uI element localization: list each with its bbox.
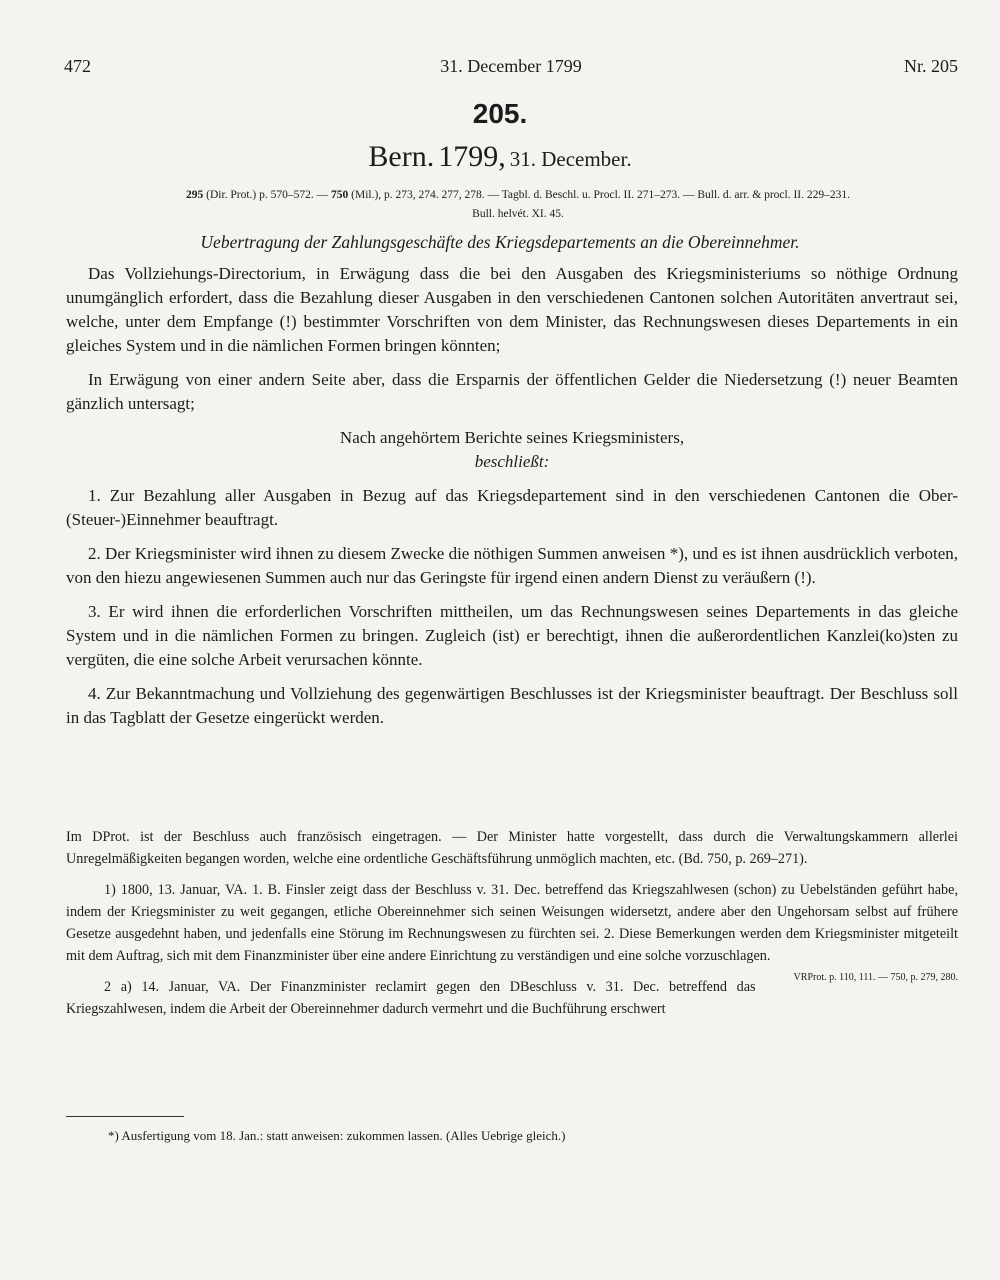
article-2: 2. Der Kriegsminister wird ihnen zu diesem Zwecke die nöthigen Summen anweisen *), und es ist ihnen ausdrücklich verboten, von den hiezu angewiesenen Summen auch nur das Geringste für irgend einen andern Dienst zu veräußern (!). bbox=[66, 544, 958, 587]
paragraph-report: Nach angehörtem Berichte seines Kriegsministers, bbox=[339, 428, 685, 447]
paragraph-decides: beschließt: bbox=[474, 452, 550, 471]
document-number: 205. bbox=[472, 98, 528, 129]
ref-number-1: 295 bbox=[185, 189, 204, 201]
paragraph-preamble-1: Das Vollziehungs-Directorium, in Erwägung dass die bei den Ausgaben des Kriegsministeriums so nöthige Ordnung unumgänglich erfordert, dass die Bezahlung dieser Ausgaben in den verschiedenen Cantonen solchen Autoritäten anvertraut sei, welche, unter dem Empfange (!) bestimmter Vorschriften von dem Minister, das Rechnungswesen dieses Departements in ein gleiches System und in die nämlichen Formen bringen könnten; bbox=[66, 264, 958, 355]
document-body bbox=[66, 262, 958, 730]
document-subject: Uebertragung der Zahlungsgeschäfte des Kriegsdepartements an die Obereinnehmer. bbox=[200, 232, 800, 252]
note-3: 2 a) 14. Januar, VA. Der Finanzminister reclamirt gegen den DBeschluss v. 31. Dec. betreffend das Kriegszahlwesen, indem die Arbeit der Obereinnehmer dadurch vermehrt und die Buchführung erschwert bbox=[66, 979, 756, 1017]
document-place-date bbox=[0, 140, 1000, 174]
note-2 bbox=[66, 879, 958, 983]
day: 31. December. bbox=[509, 147, 632, 171]
reference-line-2: Bull. helvét. XI. 45. bbox=[472, 208, 564, 220]
article-4: 4. Zur Bekanntmachung und Vollziehung des gegenwärtigen Beschlusses ist der Kriegsminister beauftragt. Der Beschluss soll in das Tagblatt der Gesetze eingerückt werden. bbox=[66, 684, 958, 727]
source-references bbox=[88, 186, 948, 224]
note-2-reference: VRProt. p. 110, 111. — 750, p. 279, 280. bbox=[793, 972, 958, 983]
ref-text-2: (Mil.), p. 273, 274. 277, 278. — Tagbl. d. Beschl. u. Procl. II. 271–273. — Bull. d. arr. & procl. II. 229–231. bbox=[348, 189, 851, 201]
ref-text-1: (Dir. Prot.) p. 570–572. — bbox=[203, 189, 332, 201]
article-1: 1. Zur Bezahlung aller Ausgaben in Bezug auf das Kriegsdepartement sind in den verschiedenen Cantonen die Ober-(Steuer-)Einnehmer beauftragt. bbox=[66, 486, 958, 529]
year: 1799, bbox=[438, 140, 506, 173]
footnote: *) Ausfertigung vom 18. Jan.: statt anweisen: zukommen lassen. (Alles Uebrige gleich.) bbox=[108, 1128, 566, 1143]
page-number: 472 bbox=[64, 56, 91, 76]
ref-number-2: 750 bbox=[331, 189, 349, 201]
editorial-notes bbox=[66, 826, 958, 1020]
article-3: 3. Er wird ihnen die erforderlichen Vorschriften mittheilen, um das Rechnungswesen seines Departements in das gleiche System und in die nämlichen Formen zu bringen. Zugleich (ist) er berechtigt, ihnen die außerordentlichen Kanzlei(ko)sten zu vergüten, die eine solche Arbeit verursachen könnte. bbox=[66, 602, 958, 669]
header-document-number: Nr. 205 bbox=[904, 56, 958, 76]
reference-line-1 bbox=[88, 186, 948, 205]
note-2-text: 1) 1800, 13. Januar, VA. 1. B. Finsler zeigt dass der Beschluss v. 31. Dec. betreffend das Kriegszahlwesen (schon) zu Uebelständen geführt habe, indem der Kriegsminister zu weit gegangen, etliche Obereinnehmer sich seinen Weisungen widersetzt, andere aber den Ungehorsam selbst auf frühere Gesetze ausgedehnt haben, und jedenfalls eine Störung im Rechnungswesen zu fürchten sei. 2. Diese Bemerkungen werden dem Kriegsminister mitgeteilt mit dem Auftrag, sich mit dem Finanzminister über eine andere Einrichtung zu verständigen und eine solche vorzuschlagen. bbox=[66, 882, 958, 964]
paragraph-preamble-2: In Erwägung von einer andern Seite aber, dass die Ersparnis der öffentlichen Gelder die Niedersetzung (!) neuer Beamten gänzlich untersagt; bbox=[66, 370, 958, 413]
footnote-divider bbox=[66, 1116, 184, 1117]
running-header bbox=[64, 56, 958, 86]
header-date: 31. December 1799 bbox=[440, 56, 582, 76]
note-1: Im DProt. ist der Beschluss auch französisch eingetragen. — Der Minister hatte vorgestellt, dass durch die Verwaltungskammern allerlei Unregelmäßigkeiten begangen worden, welche eine ordentliche Geschäftsführung unmöglich machten, etc. (Bd. 750, p. 269–271). bbox=[66, 829, 958, 867]
place-name: Bern. bbox=[368, 140, 435, 173]
